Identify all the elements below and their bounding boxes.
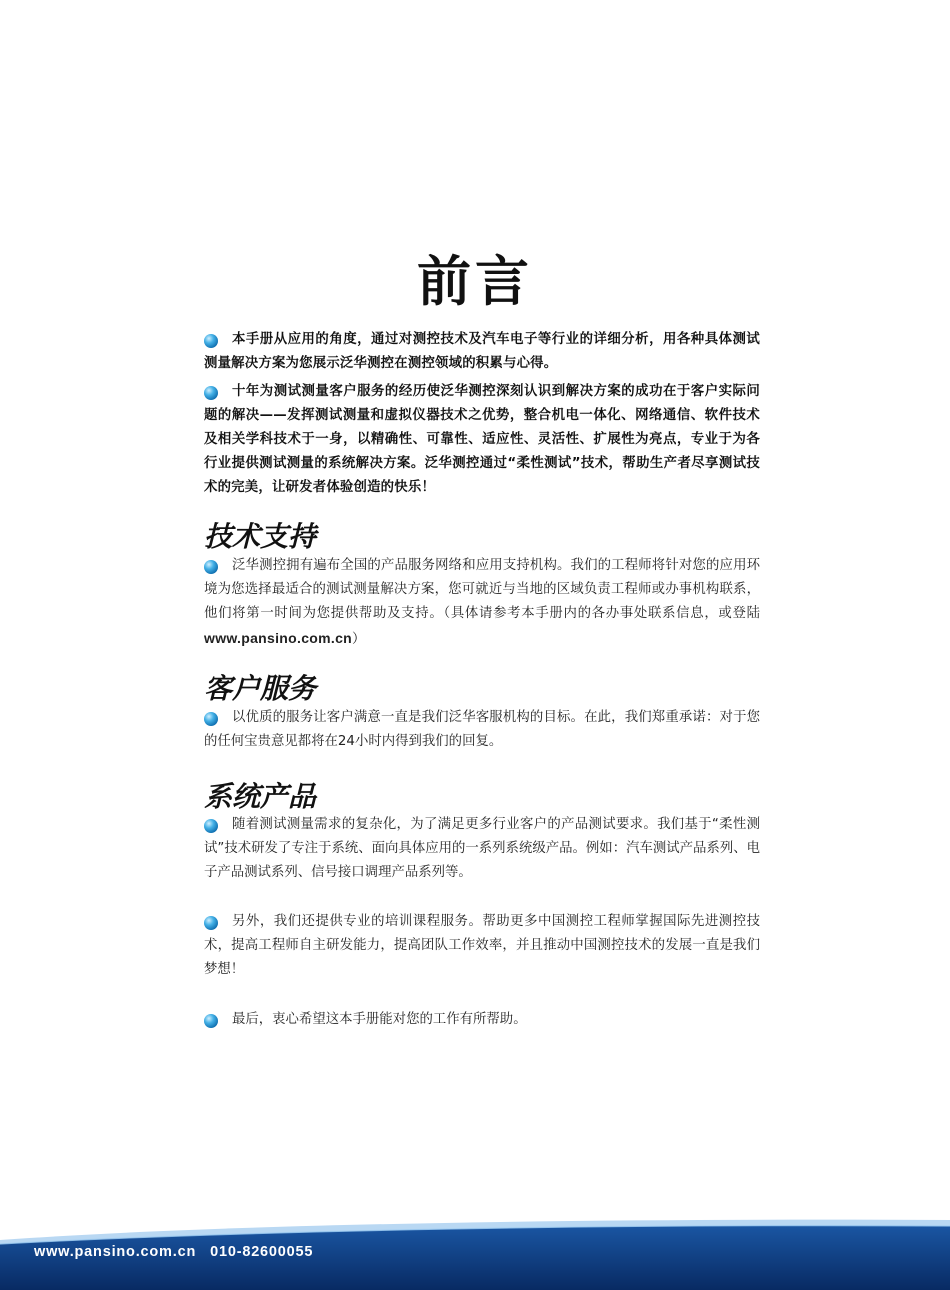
footer-website[interactable]: www.pansino.com.cn (34, 1244, 197, 1260)
bullet-icon (204, 560, 218, 574)
bullet-icon (204, 334, 218, 348)
section-heading-tech-support: 技术支持 (204, 520, 317, 553)
website-link[interactable]: www.pansino.com.cn (204, 630, 353, 646)
bullet-icon (204, 712, 218, 726)
bullet-icon (204, 386, 218, 400)
section-heading-customer-service: 客户服务 (204, 672, 317, 705)
intro-paragraph-2: 十年为测试测量客户服务的经历使泛华测控深刻认识到解决方案的成功在于客户实际问题的解决——发挥测试测量和虚拟仪器技术之优势，整合机电一体化、网络通信、软件技术及相关学科技术于一身，以精确性、可靠性、适应性、灵活性、扩展性为亮点，专业于为各行业提供测试测量的系统解决方案。泛华测控通过“柔性测试”技术，帮助生产者尽享测试技术的完美，让研发者体验创造的快乐！ (204, 384, 760, 495)
footer-phone: 010-82600055 (210, 1244, 314, 1260)
bullet-icon (204, 916, 218, 930)
intro-paragraph-1: 本手册从应用的角度，通过对测控技术及汽车电子等行业的详细分析，用各种具体测试测量解决方案为您展示泛华测控在测控领域的积累与心得。 (204, 332, 760, 371)
page-title: 前言 (417, 250, 533, 313)
footer-contact (34, 1244, 313, 1260)
products-paragraph-1: 随着测试测量需求的复杂化，为了满足更多行业客户的产品测试要求。我们基于“柔性测试”技术研发了专注于系统、面向具体应用的一系列系统级产品。例如：汽车测试产品系列、电子产品测试系列、信号接口调理产品系列等。 (204, 817, 760, 880)
tech-support-paragraph: 泛华测控拥有遍布全国的产品服务网络和应用支持机构。我们的工程师将针对您的应用环境为您选择最适合的测试测量解决方案，您可就近与当地的区域负责工程师或办事机构联系，他们将第一时间为您提供帮助及支持。（具体请参考本手册内的各办事处联系信息，或登陆www.pansino.com.cn） (204, 558, 760, 647)
customer-service-paragraph: 以优质的服务让客户满意一直是我们泛华客服机构的目标。在此，我们郑重承诺：对于您的任何宝贵意见都将在24小时内得到我们的回复。 (204, 710, 760, 749)
section-heading-products: 系统产品 (204, 780, 317, 813)
bullet-icon (204, 819, 218, 833)
bullet-icon (204, 1014, 218, 1028)
products-paragraph-2: 另外，我们还提供专业的培训课程服务。帮助更多中国测控工程师掌握国际先进测控技术，提高工程师自主研发能力，提高团队工作效率，并且推动中国测控技术的发展一直是我们梦想！ (204, 914, 760, 977)
products-paragraph-3: 最后，衷心希望这本手册能对您的工作有所帮助。 (204, 1008, 760, 1032)
